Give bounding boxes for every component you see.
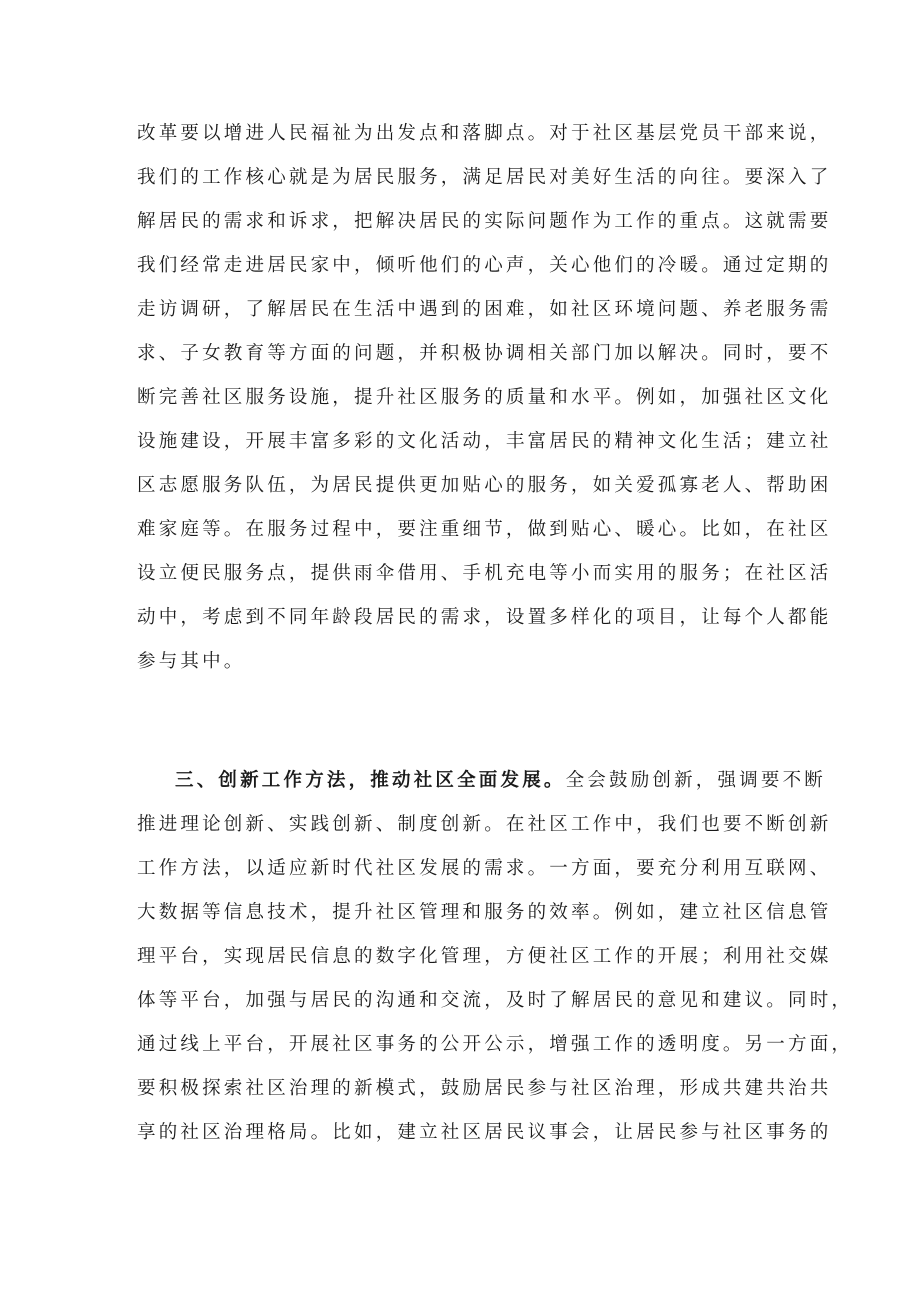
- text-line: 参与其中。: [137, 651, 246, 672]
- text-line: 求、子女教育等方面的问题，并积极协调相关部门加以解决。同时，要不: [137, 343, 832, 364]
- text-line: 难家庭等。在服务过程中，要注重细节，做到贴心、暖心。比如，在社区: [137, 519, 832, 540]
- text-line: 大数据等信息技术，提升社区管理和服务的效率。例如，建立社区信息管: [137, 902, 832, 923]
- text-line: 通过线上平台，开展社区事务的公开公示，增强工作的透明度。另一方面，: [137, 1034, 854, 1055]
- text-line: 区志愿服务队伍，为居民提供更加贴心的服务，如关爱孤寡老人、帮助困: [137, 475, 832, 496]
- paragraph-innovate-methods: [137, 759, 854, 1155]
- text-line: 走访调研，了解居民在生活中遇到的困难，如社区环境问题、养老服务需: [137, 299, 832, 320]
- text-line: 我们的工作核心就是为居民服务，满足居民对美好生活的向往。要深入了: [137, 167, 832, 188]
- text-line: 动中，考虑到不同年龄段居民的需求，设置多样化的项目，让每个人都能: [137, 607, 832, 628]
- text-line: 改革要以增进人民福祉为出发点和落脚点。对于社区基层党员干部来说，: [137, 123, 832, 144]
- text-line: 享的社区治理格局。比如，建立社区居民议事会，让居民参与社区事务的: [137, 1122, 832, 1143]
- paragraph-service-residents: [137, 112, 832, 684]
- paragraph-first-line: [137, 759, 827, 803]
- text-line: 解居民的需求和诉求，把解决居民的实际问题作为工作的重点。这就需要: [137, 211, 832, 232]
- text-line: 断完善社区服务设施，提升社区服务的质量和水平。例如，加强社区文化: [137, 387, 832, 408]
- text-line: 我们经常走进居民家中，倾听他们的心声，关心他们的冷暖。通过定期的: [137, 255, 832, 276]
- section-heading: 三、创新工作方法，推动社区全面发展。: [175, 770, 566, 791]
- text-line: 工作方法，以适应新时代社区发展的需求。一方面，要充分利用互联网、: [137, 858, 832, 879]
- heading-continuation: 全会鼓励创新，强调要不断: [565, 770, 827, 791]
- text-line: 体等平台，加强与居民的沟通和交流，及时了解居民的意见和建议。同时，: [137, 990, 854, 1011]
- text-line: 设立便民服务点，提供雨伞借用、手机充电等小而实用的服务；在社区活: [137, 563, 832, 584]
- text-line: 理平台，实现居民信息的数字化管理，方便社区工作的开展；利用社交媒: [137, 946, 832, 967]
- text-line: 要积极探索社区治理的新模式，鼓励居民参与社区治理，形成共建共治共: [137, 1078, 832, 1099]
- text-line: 推进理论创新、实践创新、制度创新。在社区工作中，我们也要不断创新: [137, 814, 832, 835]
- text-line: 设施建设，开展丰富多彩的文化活动，丰富居民的精神文化生活；建立社: [137, 431, 832, 452]
